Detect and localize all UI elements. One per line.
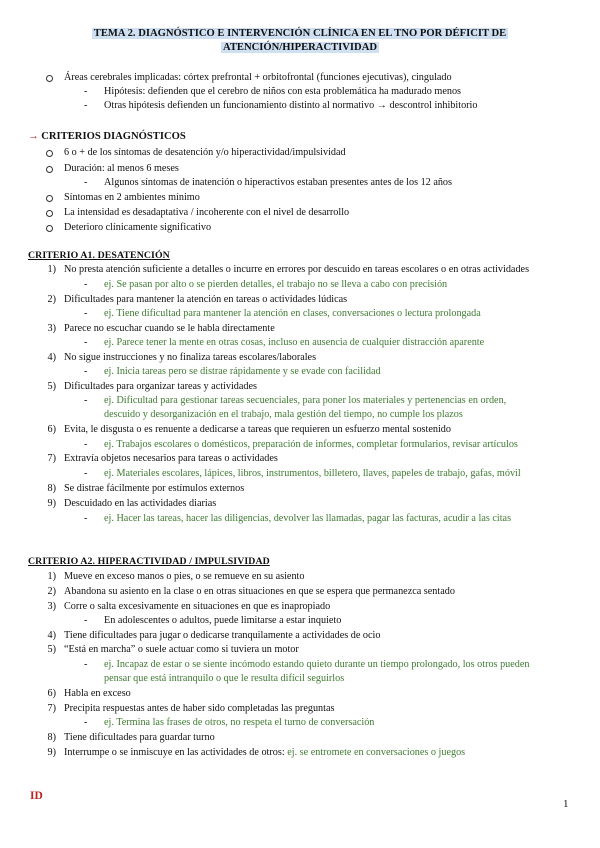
a2-item-9-text: Interrumpe o se inmiscuye en las actividades de otros: — [64, 747, 285, 758]
dash-icon: - — [84, 86, 88, 97]
item-number: 7) — [47, 453, 56, 464]
title-line-2: ATENCIÓN/HIPERACTIVIDAD — [222, 42, 378, 53]
a1-example-1: ej. Se pasan por alto o se pierden detalles, el trabajo no se lleva a cabo con precisión — [104, 279, 448, 290]
dash-icon: - — [84, 395, 88, 406]
criterio-item-3: Síntomas en 2 ambientes mínimo — [64, 192, 200, 203]
item-number: 3) — [47, 323, 56, 334]
a2-sub-3: En adolescentes o adultos, puede limitarse a estar inquieto — [104, 615, 342, 626]
item-number: 2) — [47, 294, 56, 305]
dash-icon: - — [84, 337, 88, 348]
item-number: 4) — [47, 352, 56, 363]
a1-item-2: Dificultades para mantener la atención en tareas o actividades lúdicas — [64, 294, 348, 305]
bullet-circle-icon — [46, 193, 53, 206]
bullet-circle-icon — [46, 148, 53, 161]
a1-item-8: Se distrae fácilmente por estímulos externos — [64, 483, 245, 494]
item-number: 8) — [47, 483, 56, 494]
a1-item-5: Dificultades para organizar tareas y actividades — [64, 381, 258, 392]
page-number: 1 — [563, 798, 569, 810]
a1-example-6: ej. Trabajos escolares o domésticos, preparación de informes, completar formularios, revisar artículos — [104, 439, 518, 450]
item-number: 1) — [47, 264, 56, 275]
criterio-duracion-sub: Algunos síntomas de inatención o hiperactivos estaban presentes antes de los 12 años — [104, 177, 452, 188]
criterio-item-1: 6 o + de los síntomas de desatención y/o hiperactividad/impulsividad — [64, 147, 346, 158]
dash-icon: - — [84, 717, 88, 728]
dash-icon: - — [84, 366, 88, 377]
bullet-circle-icon — [46, 164, 53, 177]
item-number: 5) — [47, 381, 56, 392]
intro-sub-2: Otras hipótesis defienden un funcionamiento distinto al normativo → descontrol inhibitorio — [104, 100, 478, 111]
a2-item-8: Tiene dificultades para guardar turno — [64, 732, 215, 743]
a1-item-1: No presta atención suficiente a detalles o incurre en errores por descuido en tareas escolares o en otras actividades — [64, 264, 530, 275]
item-number: 9) — [47, 498, 56, 509]
bullet-circle-icon — [46, 208, 53, 221]
a2-item-7: Precipita respuestas antes de haber sido completadas las preguntas — [64, 703, 335, 714]
a2-item-3: Corre o salta excesivamente en situaciones en que es inapropiado — [64, 601, 331, 612]
item-number: 4) — [47, 630, 56, 641]
a1-example-5-cont: descuido y desorganización en el trabajo, mala gestión del tiempo, no cumple los plazos — [104, 409, 463, 420]
dash-icon: - — [84, 100, 88, 111]
a2-example-5: ej. Incapaz de estar o se siente incómodo estando quieto durante un tiempo prolongado, los otros pueden — [104, 659, 530, 670]
a2-item-6: Habla en exceso — [64, 688, 131, 699]
a1-item-9: Descuidado en las actividades diarias — [64, 498, 217, 509]
dash-icon: - — [84, 308, 88, 319]
criterio-a2-heading: CRITERIO A2. HIPERACTIVIDAD / IMPULSIVIDAD — [28, 556, 270, 567]
a1-item-6: Evita, le disgusta o es renuente a dedicarse a tareas que requieren un esfuerzo mental sostenido — [64, 424, 451, 435]
criterios-heading: → CRITERIOS DIAGNÓSTICOS — [28, 131, 186, 142]
a2-item-4: Tiene dificultades para jugar o dedicarse tranquilamente a actividades de ocio — [64, 630, 381, 641]
item-number: 8) — [47, 732, 56, 743]
a1-item-3: Parece no escuchar cuando se le habla directamente — [64, 323, 275, 334]
a2-example-9: ej. se entromete en conversaciones o juegos — [287, 747, 466, 758]
a1-item-7: Extravía objetos necesarios para tareas o actividades — [64, 453, 278, 464]
a2-item-5: “Está en marcha” o suele actuar como si tuviera un motor — [64, 644, 299, 655]
item-number: 1) — [47, 571, 56, 582]
dash-icon: - — [84, 513, 88, 524]
a1-example-7: ej. Materiales escolares, lápices, libros, instrumentos, billetero, llaves, papeles de trabajo, gafas, móvil — [104, 468, 521, 479]
a2-item-9 — [64, 746, 465, 759]
criterio-item-5: Deterioro clínicamente significativo — [64, 222, 212, 233]
item-number: 7) — [47, 703, 56, 714]
dash-icon: - — [84, 468, 88, 479]
item-number: 6) — [47, 688, 56, 699]
criterio-item-2: Duración: al menos 6 meses — [64, 163, 179, 174]
a2-item-2: Abandona su asiento en la clase o en otras situaciones en que se espera que permanezca sentado — [64, 586, 455, 597]
dash-icon: - — [84, 279, 88, 290]
dash-icon: - — [84, 177, 88, 188]
arrow-right-icon: → — [28, 131, 39, 142]
dash-icon: - — [84, 439, 88, 450]
a1-example-3: ej. Parece tener la mente en otras cosas, incluso en ausencia de cualquier distracción aparente — [104, 337, 485, 348]
a2-example-5-cont: pensar que está intranquilo o que le resulta difícil seguirlos — [104, 673, 345, 684]
a1-example-4: ej. Inicia tareas pero se distrae rápidamente y se evade con facilidad — [104, 366, 381, 377]
intro-bullet: Áreas cerebrales implicadas: córtex prefrontal + orbitofrontal (funciones ejecutivas), cingulado — [64, 72, 452, 83]
item-number: 6) — [47, 424, 56, 435]
item-number: 5) — [47, 644, 56, 655]
a2-example-7: ej. Termina las frases de otros, no respeta el turno de conversación — [104, 717, 375, 728]
a1-example-5: ej. Dificultad para gestionar tareas secuenciales, para poner los materiales y pertenencias en orden, — [104, 395, 507, 406]
item-number: 9) — [47, 747, 56, 758]
bullet-circle-icon — [46, 73, 53, 86]
criterio-item-4: La intensidad es desadaptativa / incoherente con el nivel de desarrollo — [64, 207, 350, 218]
item-number: 3) — [47, 601, 56, 612]
id-label: ID — [30, 790, 43, 802]
title-line-1: TEMA 2. DIAGNÓSTICO E INTERVENCIÓN CLÍNICA EN EL TNO POR DÉFICIT DE — [93, 28, 507, 39]
dash-icon: - — [84, 659, 88, 670]
bullet-circle-icon — [46, 223, 53, 236]
item-number: 2) — [47, 586, 56, 597]
a1-example-2: ej. Tiene dificultad para mantener la atención en clases, conversaciones o lectura prolongada — [104, 308, 481, 319]
criterio-a1-heading: CRITERIO A1. DESATENCIÓN — [28, 250, 170, 261]
a1-item-4: No sigue instrucciones y no finaliza tareas escolares/laborales — [64, 352, 317, 363]
intro-sub-1: Hipótesis: defienden que el cerebro de niños con esta problemática ha madurado menos — [104, 86, 462, 97]
a1-example-9: ej. Hacer las tareas, hacer las diligencias, devolver las llamadas, pagar las facturas, acudir a las citas — [104, 513, 512, 524]
a2-item-1: Mueve en exceso manos o pies, o se remueve en su asiento — [64, 571, 305, 582]
dash-icon: - — [84, 615, 88, 626]
